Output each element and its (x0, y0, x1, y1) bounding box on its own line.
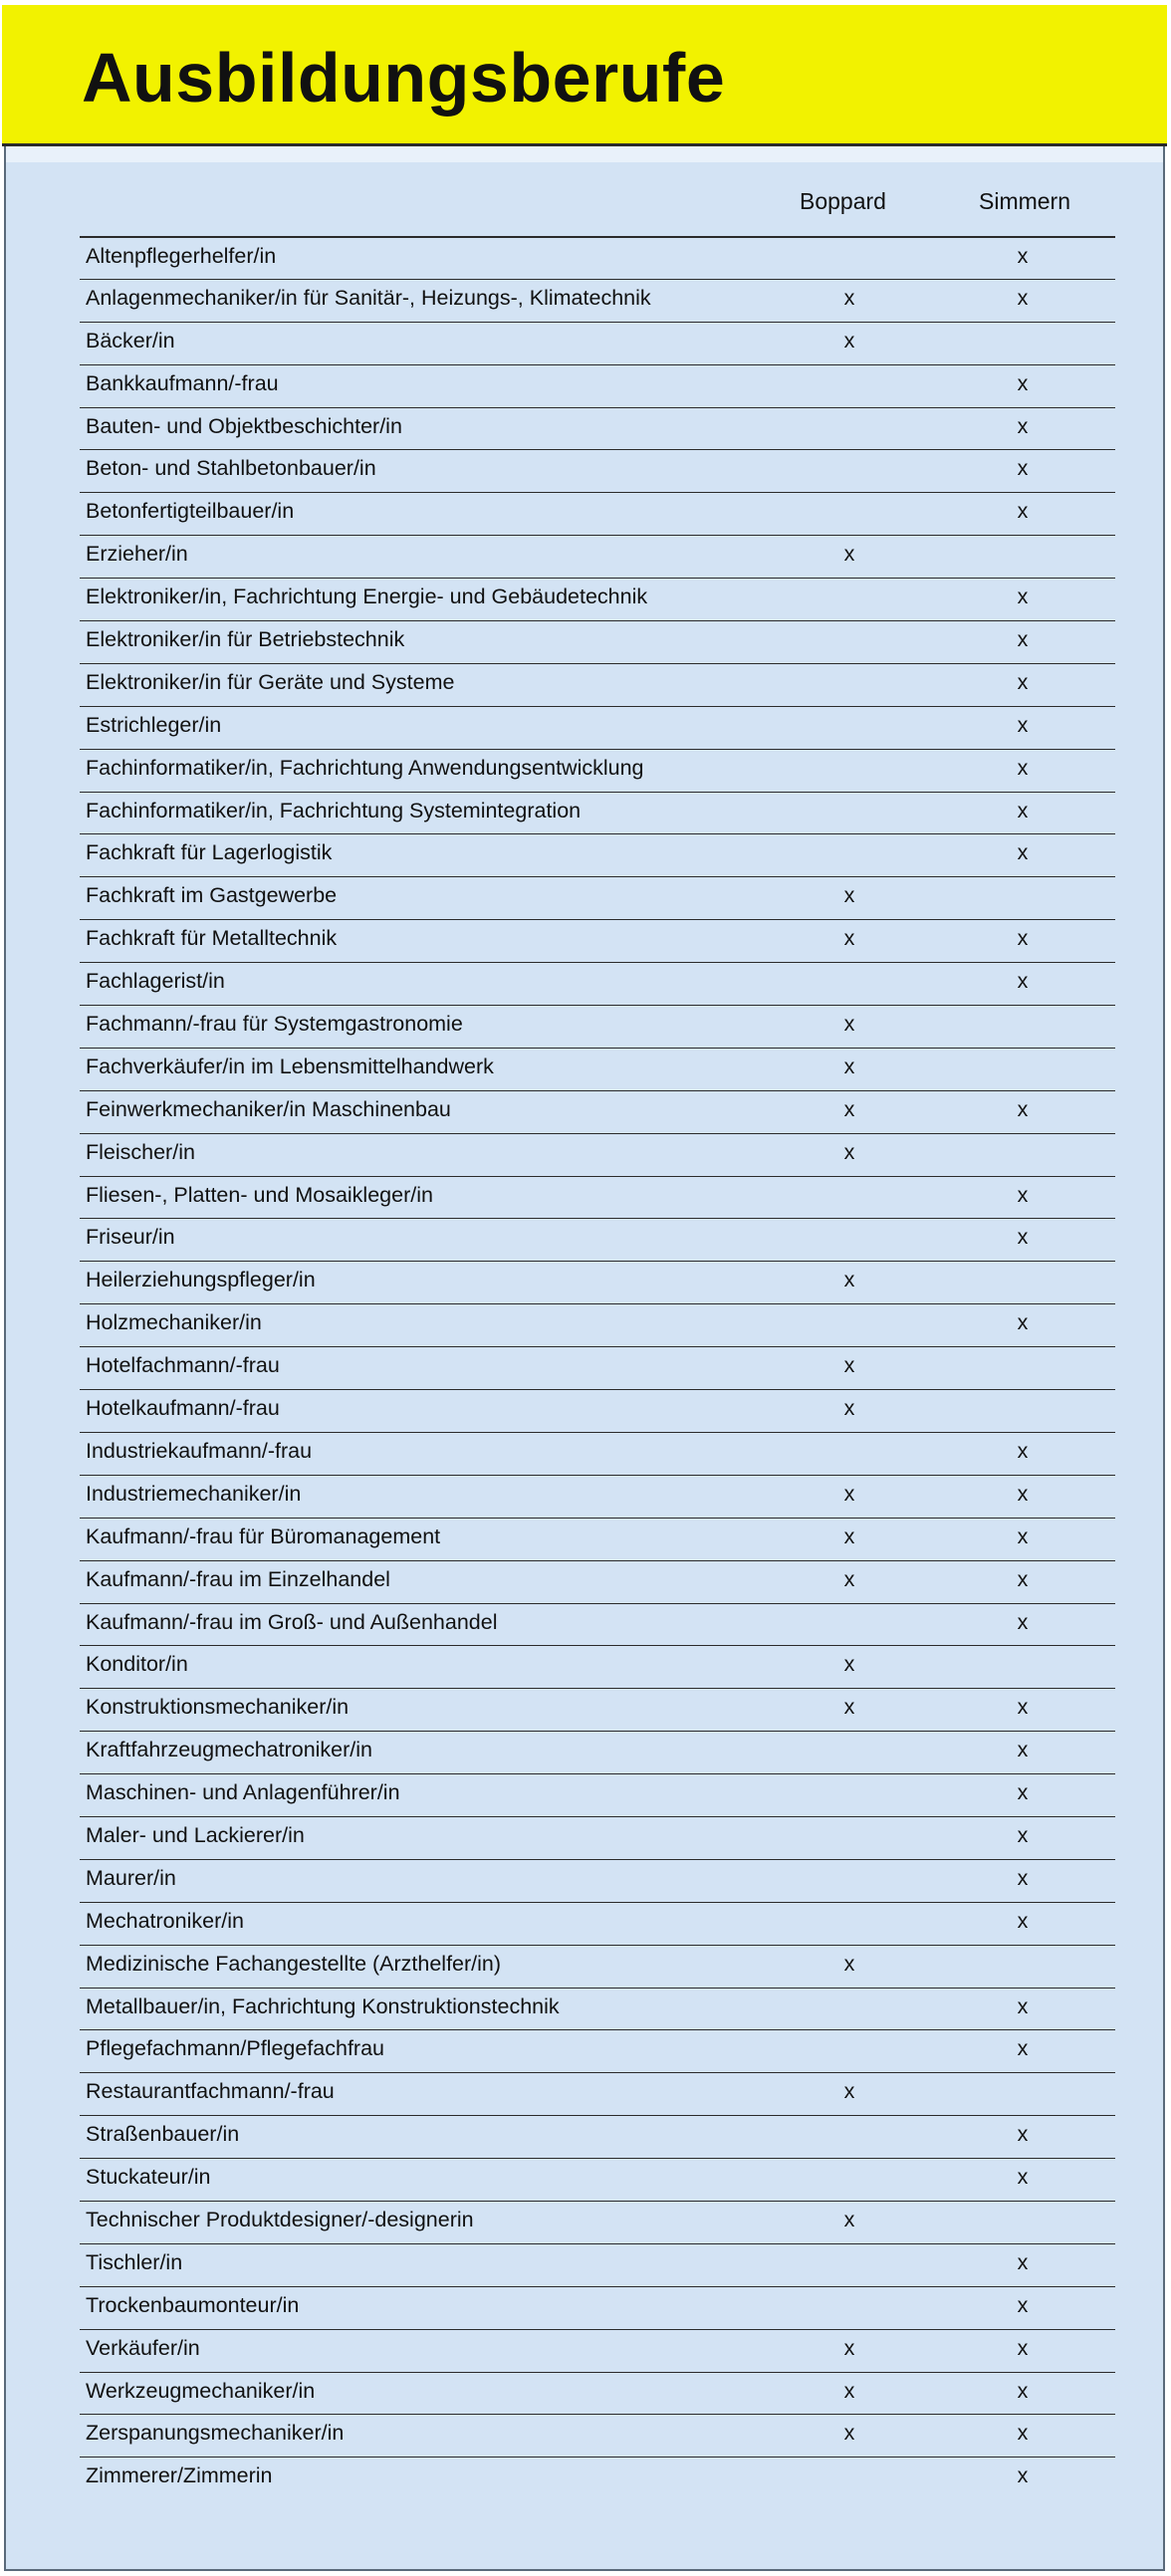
occupation-name: Friseur/in (86, 1225, 175, 1250)
table-row (80, 1731, 1115, 1773)
simmern-mark: x (1017, 244, 1029, 268)
occupation-name: Holzmechaniker/in (86, 1310, 262, 1335)
training-table (80, 236, 1115, 2499)
simmern-mark: x (1017, 1865, 1029, 1890)
boppard-mark: x (843, 1695, 855, 1720)
occupation-name: Maler- und Lackierer/in (86, 1822, 305, 1847)
simmern-mark: x (1017, 2421, 1029, 2446)
simmern-mark: x (1017, 1908, 1029, 1933)
occupation-name: Elektroniker/in, Fachrichtung Energie- und Gebäudetechnik (86, 585, 648, 609)
simmern-mark: x (1017, 755, 1029, 780)
table-row (80, 2029, 1115, 2072)
boppard-mark: x (843, 1396, 855, 1421)
simmern-mark: x (1017, 285, 1029, 310)
occupation-name: Estrichleger/in (86, 712, 222, 737)
table-row (80, 1902, 1115, 1945)
table-row (80, 1560, 1115, 1603)
occupation-name: Anlagenmechaniker/in für Sanitär-, Heizungs-, Klimatechnik (86, 285, 651, 310)
simmern-mark: x (1017, 585, 1029, 609)
simmern-mark: x (1017, 2122, 1029, 2147)
table-row (80, 1218, 1115, 1261)
column-header-boppard: Boppard (800, 188, 886, 214)
occupation-name: Maurer/in (86, 1865, 176, 1890)
simmern-mark: x (1017, 1738, 1029, 1762)
table-row (80, 620, 1115, 663)
simmern-mark: x (1017, 2036, 1029, 2061)
occupation-name: Stuckateur/in (86, 2165, 211, 2190)
occupation-name: Elektroniker/in für Geräte und Systeme (86, 669, 455, 694)
table-row (80, 322, 1115, 364)
occupation-name: Maschinen- und Anlagenführer/in (86, 1780, 400, 1805)
table-row (80, 535, 1115, 578)
occupation-name: Bauten- und Objektbeschichter/in (86, 413, 402, 438)
table-row (80, 449, 1115, 492)
occupation-name: Restaurantfachmann/-frau (86, 2079, 335, 2104)
table-row (80, 792, 1115, 834)
boppard-mark: x (843, 1353, 855, 1378)
boppard-mark: x (843, 542, 855, 567)
simmern-mark: x (1017, 627, 1029, 652)
table-row (80, 2457, 1115, 2499)
simmern-mark: x (1017, 370, 1029, 395)
occupation-name: Tischler/in (86, 2249, 183, 2274)
table-row (80, 1645, 1115, 1688)
occupation-name: Industriekaufmann/-frau (86, 1438, 313, 1463)
simmern-mark: x (1017, 456, 1029, 481)
occupation-name: Trockenbaumonteur/in (86, 2292, 300, 2317)
boppard-mark: x (843, 1012, 855, 1037)
table-row (80, 663, 1115, 706)
simmern-mark: x (1017, 712, 1029, 737)
table-row (80, 1048, 1115, 1090)
occupation-name: Fachkraft im Gastgewerbe (86, 883, 338, 908)
table-row (80, 1133, 1115, 1176)
simmern-mark: x (1017, 1822, 1029, 1847)
occupation-name: Medizinische Fachangestellte (Arzthelfer/in) (86, 1951, 502, 1976)
occupation-name: Altenpflegerhelfer/in (86, 244, 277, 268)
table-panel (4, 146, 1165, 2571)
simmern-mark: x (1017, 1523, 1029, 1548)
table-row (80, 1475, 1115, 1518)
panel-top-strip (6, 146, 1163, 162)
simmern-mark: x (1017, 2292, 1029, 2317)
table-row (80, 1261, 1115, 1303)
simmern-mark: x (1017, 1993, 1029, 2018)
boppard-mark: x (843, 1096, 855, 1121)
simmern-mark: x (1017, 2165, 1029, 2190)
table-row (80, 2201, 1115, 2243)
occupation-name: Fachverkäufer/in im Lebensmittelhandwerk (86, 1054, 494, 1078)
boppard-mark: x (843, 1139, 855, 1164)
boppard-mark: x (843, 1523, 855, 1548)
occupation-name: Heilerziehungspfleger/in (86, 1268, 316, 1292)
table-row (80, 2115, 1115, 2158)
table-row (80, 407, 1115, 450)
table-row (80, 1346, 1115, 1389)
occupation-name: Kraftfahrzeugmechatroniker/in (86, 1738, 373, 1762)
simmern-mark: x (1017, 669, 1029, 694)
occupation-name: Fleischer/in (86, 1139, 195, 1164)
occupation-name: Fachkraft für Lagerlogistik (86, 840, 333, 865)
table-row (80, 364, 1115, 407)
table-row (80, 1432, 1115, 1475)
table-row (80, 2329, 1115, 2372)
occupation-name: Verkäufer/in (86, 2335, 200, 2360)
table-row (80, 1859, 1115, 1902)
boppard-mark: x (843, 2335, 855, 2360)
occupation-name: Mechatroniker/in (86, 1908, 244, 1933)
table-row (80, 1816, 1115, 1859)
occupation-name: Betonfertigteilbauer/in (86, 499, 295, 524)
simmern-mark: x (1017, 1225, 1029, 1250)
table-row (80, 1090, 1115, 1133)
boppard-mark: x (843, 2207, 855, 2231)
occupation-name: Pflegefachmann/Pflegefachfrau (86, 2036, 385, 2061)
table-row (80, 2243, 1115, 2286)
table-row (80, 1176, 1115, 1219)
boppard-mark: x (843, 2421, 855, 2446)
boppard-mark: x (843, 328, 855, 352)
occupation-name: Konstruktionsmechaniker/in (86, 1695, 350, 1720)
simmern-mark: x (1017, 1481, 1029, 1506)
table-row (80, 2286, 1115, 2329)
boppard-mark: x (843, 1054, 855, 1078)
table-row (80, 919, 1115, 962)
table-row (80, 492, 1115, 535)
boppard-mark: x (843, 1268, 855, 1292)
simmern-mark: x (1017, 2378, 1029, 2403)
boppard-mark: x (843, 1481, 855, 1506)
occupation-name: Fliesen-, Platten- und Mosaikleger/in (86, 1182, 433, 1207)
occupation-name: Fachmann/-frau für Systemgastronomie (86, 1012, 463, 1037)
simmern-mark: x (1017, 2249, 1029, 2274)
occupation-name: Bankkaufmann/-frau (86, 370, 279, 395)
table-row (80, 1389, 1115, 1432)
table-row (80, 236, 1115, 279)
simmern-mark: x (1017, 926, 1029, 951)
occupation-name: Fachinformatiker/in, Fachrichtung Systemintegration (86, 798, 582, 822)
boppard-mark: x (843, 1566, 855, 1591)
occupation-name: Hotelkaufmann/-frau (86, 1396, 280, 1421)
simmern-mark: x (1017, 499, 1029, 524)
boppard-mark: x (843, 1652, 855, 1677)
table-row (80, 833, 1115, 876)
table-row (80, 279, 1115, 322)
simmern-mark: x (1017, 2335, 1029, 2360)
occupation-name: Bäcker/in (86, 328, 175, 352)
table-row (80, 1773, 1115, 1816)
simmern-mark: x (1017, 1182, 1029, 1207)
occupation-name: Industriemechaniker/in (86, 1481, 302, 1506)
table-row (80, 2158, 1115, 2201)
occupation-name: Feinwerkmechaniker/in Maschinenbau (86, 1096, 451, 1121)
table-row (80, 962, 1115, 1005)
table-row (80, 2414, 1115, 2457)
table-row (80, 1518, 1115, 1560)
boppard-mark: x (843, 2079, 855, 2104)
table-row (80, 876, 1115, 919)
simmern-mark: x (1017, 840, 1029, 865)
table-row (80, 1988, 1115, 2030)
occupation-name: Beton- und Stahlbetonbauer/in (86, 456, 376, 481)
occupation-name: Konditor/in (86, 1652, 188, 1677)
table-row (80, 706, 1115, 749)
simmern-mark: x (1017, 798, 1029, 822)
table-row (80, 1688, 1115, 1731)
boppard-mark: x (843, 883, 855, 908)
table-row (80, 1945, 1115, 1988)
table-row (80, 1005, 1115, 1048)
boppard-mark: x (843, 2378, 855, 2403)
occupation-name: Kaufmann/-frau im Groß- und Außenhandel (86, 1609, 498, 1634)
title-banner (2, 5, 1167, 146)
boppard-mark: x (843, 926, 855, 951)
occupation-name: Fachinformatiker/in, Fachrichtung Anwendungsentwicklung (86, 755, 644, 780)
occupation-name: Werkzeugmechaniker/in (86, 2378, 316, 2403)
occupation-name: Metallbauer/in, Fachrichtung Konstruktionstechnik (86, 1993, 560, 2018)
simmern-mark: x (1017, 1566, 1029, 1591)
simmern-mark: x (1017, 1310, 1029, 1335)
simmern-mark: x (1017, 413, 1029, 438)
occupation-name: Elektroniker/in für Betriebstechnik (86, 627, 405, 652)
simmern-mark: x (1017, 1096, 1029, 1121)
occupation-name: Hotelfachmann/-frau (86, 1353, 280, 1378)
table-row (80, 1303, 1115, 1346)
occupation-name: Straßenbauer/in (86, 2122, 240, 2147)
page-title: Ausbildungsberufe (82, 39, 726, 117)
simmern-mark: x (1017, 1695, 1029, 1720)
table-row (80, 2072, 1115, 2115)
occupation-name: Technischer Produktdesigner/-designerin (86, 2207, 474, 2231)
simmern-mark: x (1017, 2463, 1029, 2488)
occupation-name: Zerspanungsmechaniker/in (86, 2421, 345, 2446)
column-header-simmern: Simmern (979, 188, 1071, 214)
table-row (80, 749, 1115, 792)
occupation-name: Kaufmann/-frau für Büromanagement (86, 1523, 441, 1548)
occupation-name: Fachlagerist/in (86, 969, 225, 994)
simmern-mark: x (1017, 1780, 1029, 1805)
table-row (80, 1603, 1115, 1646)
table-row (80, 578, 1115, 620)
occupation-name: Zimmerer/Zimmerin (86, 2463, 273, 2488)
boppard-mark: x (843, 285, 855, 310)
simmern-mark: x (1017, 969, 1029, 994)
occupation-name: Kaufmann/-frau im Einzelhandel (86, 1566, 390, 1591)
simmern-mark: x (1017, 1609, 1029, 1634)
boppard-mark: x (843, 1951, 855, 1976)
simmern-mark: x (1017, 1438, 1029, 1463)
occupation-name: Fachkraft für Metalltechnik (86, 926, 338, 951)
occupation-name: Erzieher/in (86, 542, 188, 567)
table-row (80, 2372, 1115, 2415)
